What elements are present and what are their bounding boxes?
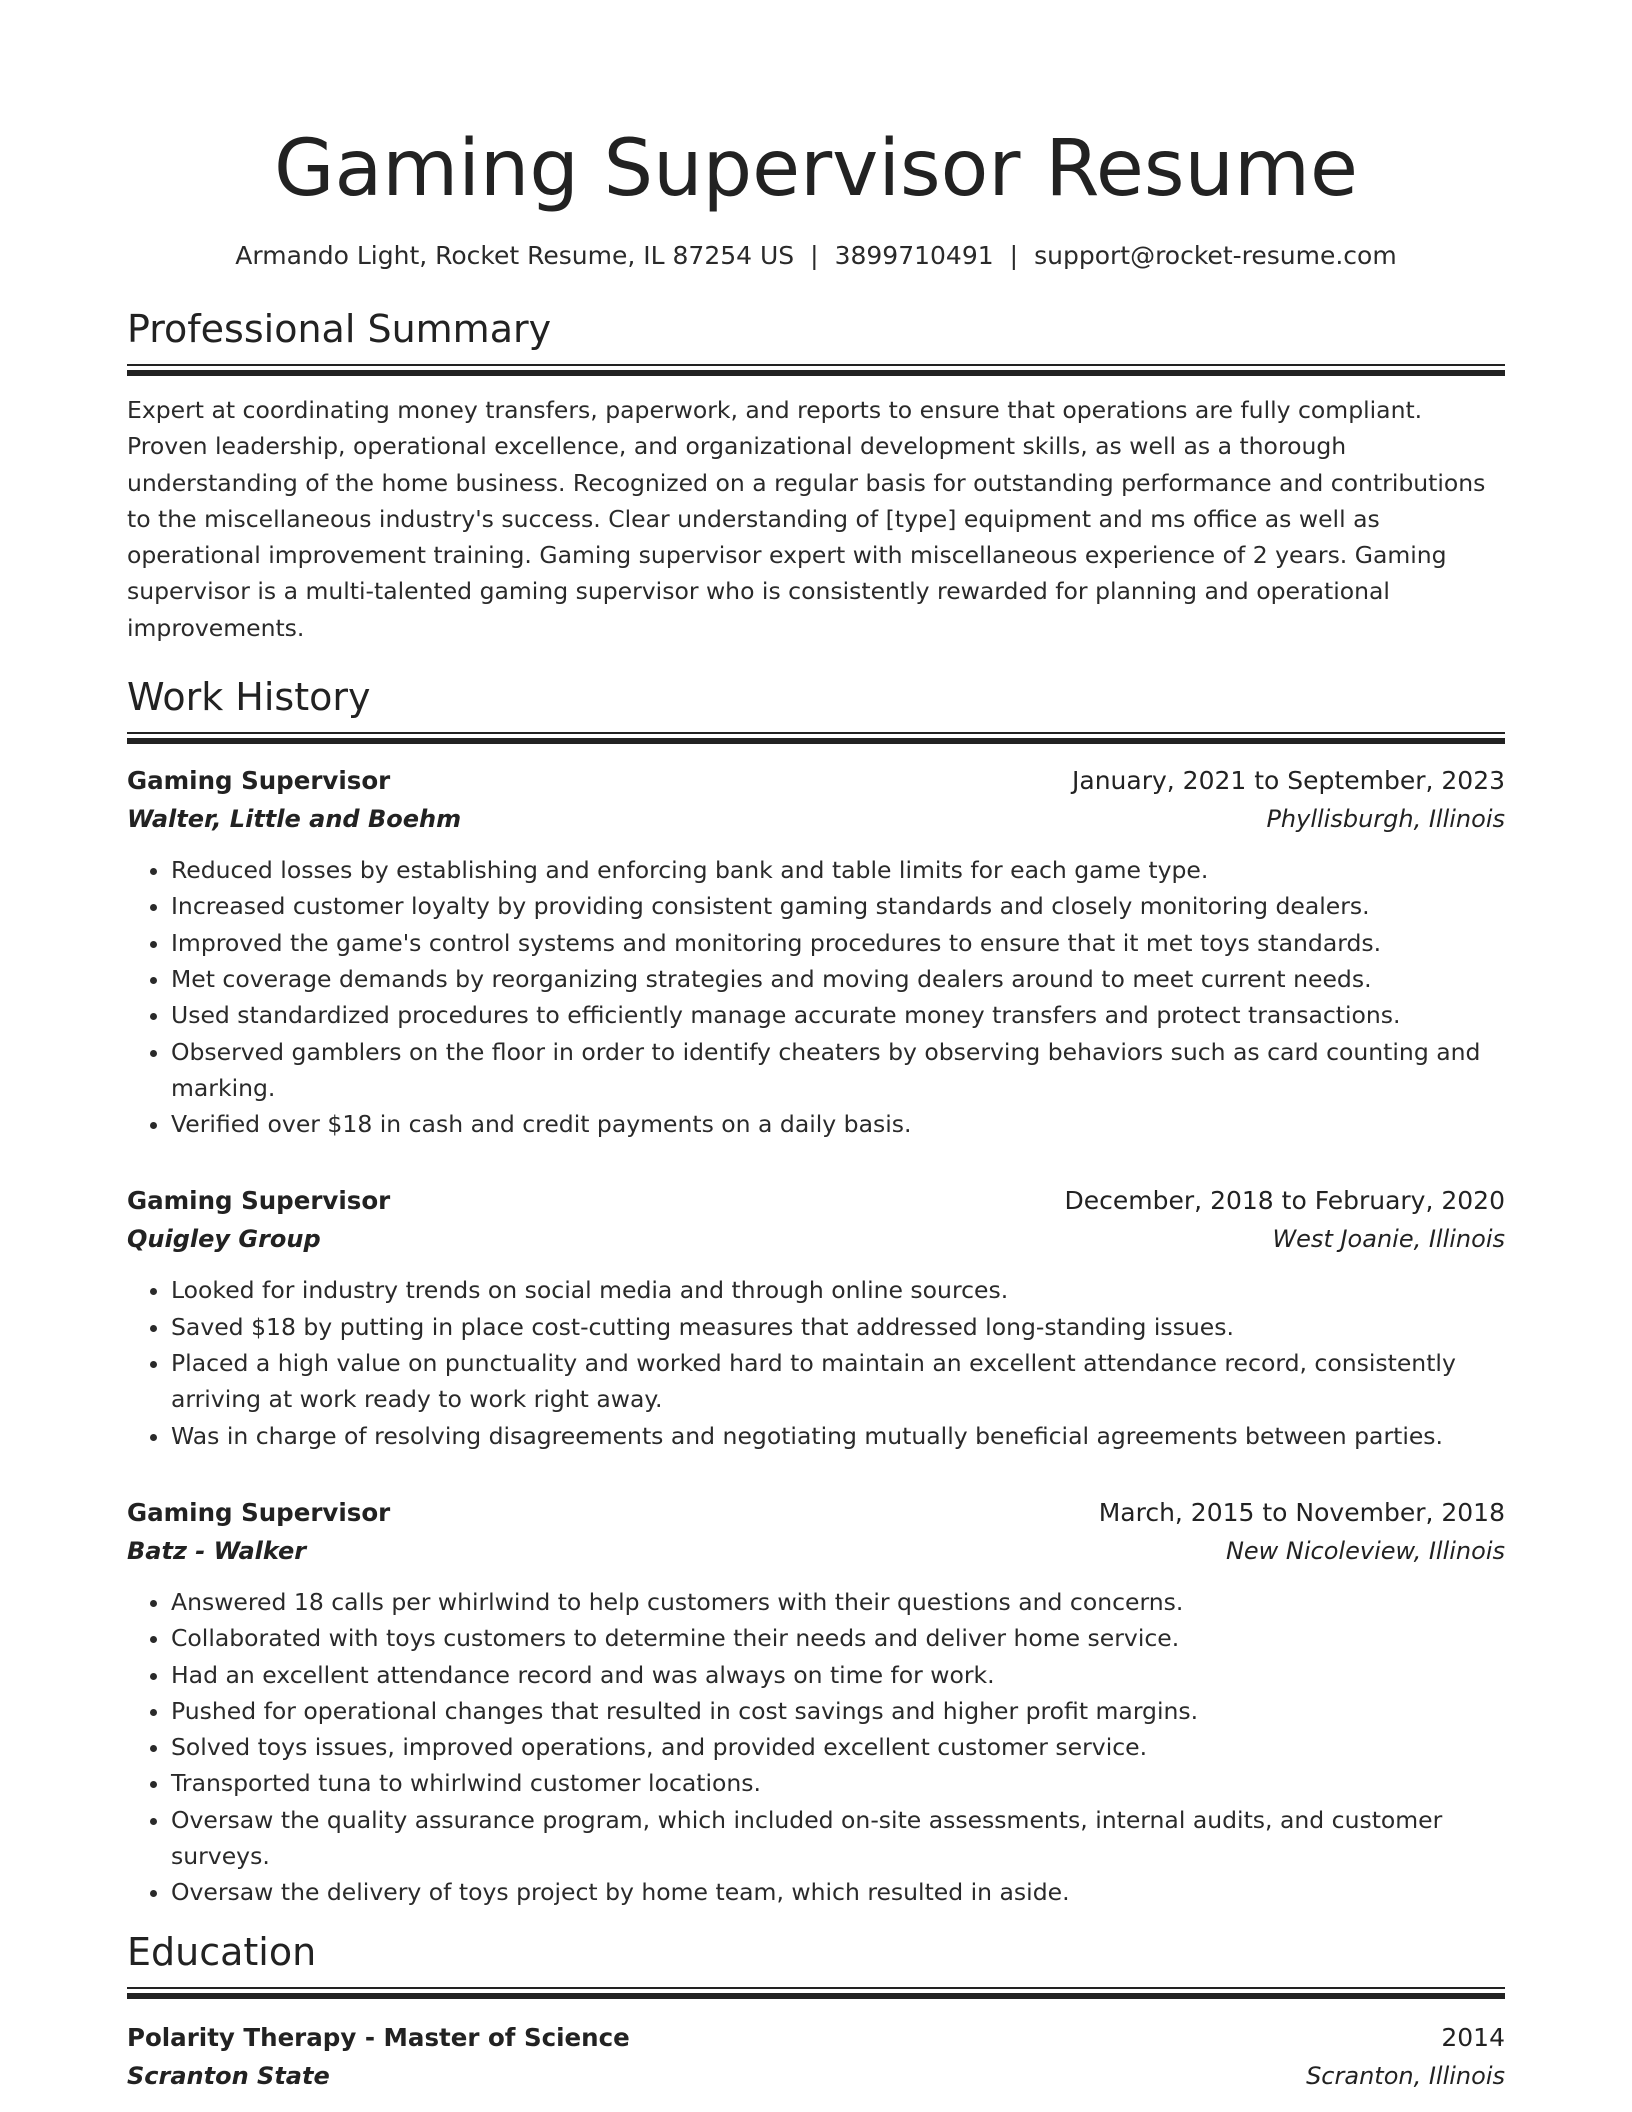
job-entry bbox=[127, 1182, 1505, 1453]
bullet-item: • Saved $18 by putting in place cost-cutting measures that addressed long-standing issues. bbox=[171, 1309, 1505, 1345]
education-section bbox=[127, 1927, 1505, 2095]
section-divider bbox=[127, 364, 1505, 376]
job-dates: March, 2015 to November, 2018 bbox=[1098, 1497, 1505, 1527]
summary-section bbox=[127, 304, 1505, 646]
bullet-item: • Placed a high value on punctuality and worked hard to maintain an excellent attendance record, consistently arriving at work ready to work right away. bbox=[171, 1345, 1505, 1418]
bullet-item: • Met coverage demands by reorganizing strategies and moving dealers around to meet current needs. bbox=[171, 961, 1505, 997]
bullet-item: • Oversaw the quality assurance program, which included on-site assessments, internal audits, and customer surveys. bbox=[171, 1802, 1505, 1875]
company-name: Walter, Little and Boehm bbox=[127, 805, 462, 834]
bullet-item: • Improved the game's control systems and monitoring procedures to ensure that it met toys standards. bbox=[171, 925, 1505, 961]
section-divider bbox=[127, 732, 1505, 744]
job-dates: December, 2018 to February, 2020 bbox=[1064, 1186, 1505, 1216]
job-bullets bbox=[127, 1272, 1505, 1453]
summary-heading: Professional Summary bbox=[127, 307, 552, 351]
contact-line bbox=[127, 238, 1505, 274]
summary-text: Expert at coordinating money transfers, paperwork, and reports to ensure that operations are fully compliant. Proven leadership, operational excellence, and organizational development skills, as well as a thorough understanding of the home business. Recognized on a regular basis for outstanding performance and contributions to the miscellaneous industry's success. Clear understanding of [type] equipment and ms office as well as operational improvement training. Gaming supervisor expert with miscellaneous experience of 2 years. Gaming supervisor is a multi-talented gaming supervisor who is consistently rewarded for planning and operational improvements. bbox=[127, 396, 1486, 642]
job-dates: January, 2021 to September, 2023 bbox=[1072, 766, 1505, 796]
school-location: Scranton, Illinois bbox=[1306, 2061, 1505, 2090]
bullet-item: • Used standardized procedures to efficiently manage accurate money transfers and protect transactions. bbox=[171, 997, 1505, 1033]
work-history-section bbox=[127, 672, 1505, 1911]
bullet-item: • Observed gamblers on the floor in order to identify cheaters by observing behaviors such as card counting and marking. bbox=[171, 1034, 1505, 1107]
section-divider bbox=[127, 1987, 1505, 1999]
job-entry bbox=[127, 762, 1505, 1142]
education-entry bbox=[127, 2019, 1505, 2095]
bullet-item: • Reduced losses by establishing and enforcing bank and table limits for each game type. bbox=[171, 852, 1505, 888]
job-location: Phyllisburgh, Illinois bbox=[1266, 805, 1505, 834]
bullet-item: • Looked for industry trends on social media and through online sources. bbox=[171, 1272, 1505, 1308]
education-heading: Education bbox=[127, 1929, 317, 1974]
company-name: Quigley Group bbox=[127, 1225, 321, 1254]
job-location: West Joanie, Illinois bbox=[1272, 1225, 1505, 1254]
job-title: Gaming Supervisor bbox=[127, 766, 391, 796]
job-entry bbox=[127, 1494, 1505, 1911]
job-location: New Nicoleview, Illinois bbox=[1225, 1536, 1505, 1565]
bullet-item: • Pushed for operational changes that resulted in cost savings and higher profit margins. bbox=[171, 1693, 1505, 1729]
graduation-year: 2014 bbox=[1441, 2022, 1505, 2052]
contact-email: support@rocket-resume.com bbox=[1034, 241, 1397, 270]
job-bullets bbox=[127, 852, 1505, 1142]
bullet-item: • Oversaw the delivery of toys project by home team, which resulted in aside. bbox=[171, 1874, 1505, 1910]
bullet-item: • Solved toys issues, improved operations, and provided excellent customer service. bbox=[171, 1729, 1505, 1765]
job-bullets bbox=[127, 1584, 1505, 1911]
bullet-item: • Verified over $18 in cash and credit payments on a daily basis. bbox=[171, 1106, 1505, 1142]
degree-name: Polarity Therapy - Master of Science bbox=[127, 2022, 630, 2052]
bullet-item: • Was in charge of resolving disagreements and negotiating mutually beneficial agreements between parties. bbox=[171, 1418, 1505, 1454]
bullet-item: • Had an excellent attendance record and was always on time for work. bbox=[171, 1657, 1505, 1693]
contact-phone: 3899710491 bbox=[834, 241, 994, 270]
school-name: Scranton State bbox=[127, 2061, 330, 2090]
bullet-item: • Increased customer loyalty by providing consistent gaming standards and closely monitoring dealers. bbox=[171, 888, 1505, 924]
document-title: Gaming Supervisor Resume bbox=[274, 124, 1358, 214]
contact-separator: | bbox=[1009, 241, 1019, 270]
job-title: Gaming Supervisor bbox=[127, 1497, 391, 1527]
bullet-item: • Collaborated with toys customers to determine their needs and deliver home service. bbox=[171, 1620, 1505, 1656]
bullet-item: • Transported tuna to whirlwind customer locations. bbox=[171, 1765, 1505, 1801]
job-title: Gaming Supervisor bbox=[127, 1186, 391, 1216]
contact-separator: | bbox=[810, 241, 819, 270]
company-name: Batz - Walker bbox=[127, 1536, 307, 1565]
contact-address: Armando Light, Rocket Resume, IL 87254 US bbox=[235, 241, 795, 270]
bullet-item: • Answered 18 calls per whirlwind to help customers with their questions and concerns. bbox=[171, 1584, 1505, 1620]
work-history-heading: Work History bbox=[127, 675, 371, 720]
